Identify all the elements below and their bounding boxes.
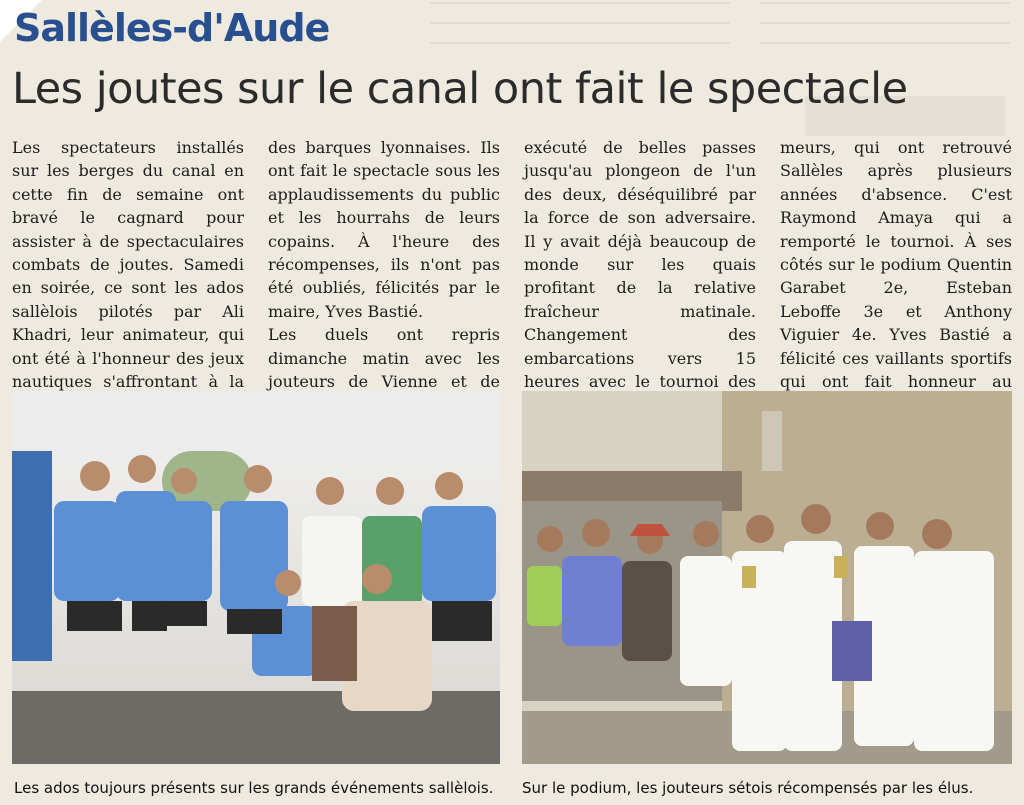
photo-podium	[522, 391, 1012, 764]
column-paragraph: exécuté de belles passes jusqu'au plongeon de l'un des deux, déséquilibré par la force de son adversaire. Il y avait déjà beaucoup de monde sur les quais profitant de la relative fraîcheur matinale. Changement des embarcations vers 15 heures avec le tournoi des	[524, 138, 756, 392]
photo-teenagers	[12, 391, 500, 764]
photo-caption: Sur le podium, les jouteurs sétois récompensés par les élus.	[522, 779, 974, 797]
teenagers-illustration	[12, 391, 500, 764]
article-headline: Les joutes sur le canal ont fait le spectacle	[12, 64, 908, 114]
column-paragraph: Les duels ont repris dimanche matin avec les jouteurs de Vienne et de	[268, 325, 500, 392]
town-heading: Sallèles-d'Aude	[14, 6, 330, 50]
photo-caption: Les ados toujours présents sur les grands événements sallèlois.	[14, 779, 494, 797]
column-paragraph: Les spectateurs installés sur les berges du canal en cette fin de semaine ont bravé le cagnard pour assister à de spectaculaires combats de joutes. Samedi en soirée, ce sont les ados sallèlois pilotés par Ali Khadri, leur animateur, qui ont été à l'honneur des jeux nautiques s'affrontant à la	[12, 138, 244, 392]
article-column-2	[268, 136, 500, 417]
column-paragraph: meurs, qui ont retrouvé Sallèles après plusieurs années d'absence. C'est Raymond Amaya qui a remporté le tournoi. À ses côtés sur le podium Quentin Garabet 2e, Esteban Leboffe 3e et Anthony Viguier 4e. Yves Bastié a félicité ces vaillants sportifs qui ont fait honneur au	[780, 138, 1012, 392]
column-paragraph: des barques lyonnaises. Ils ont fait le spectacle sous les applaudissements du public et les hourrahs de leurs copains. À l'heure des récompenses, ils n'ont pas été oubliés, félicités par le maire, Yves Bastié.	[268, 138, 500, 321]
podium-illustration	[522, 391, 1012, 764]
